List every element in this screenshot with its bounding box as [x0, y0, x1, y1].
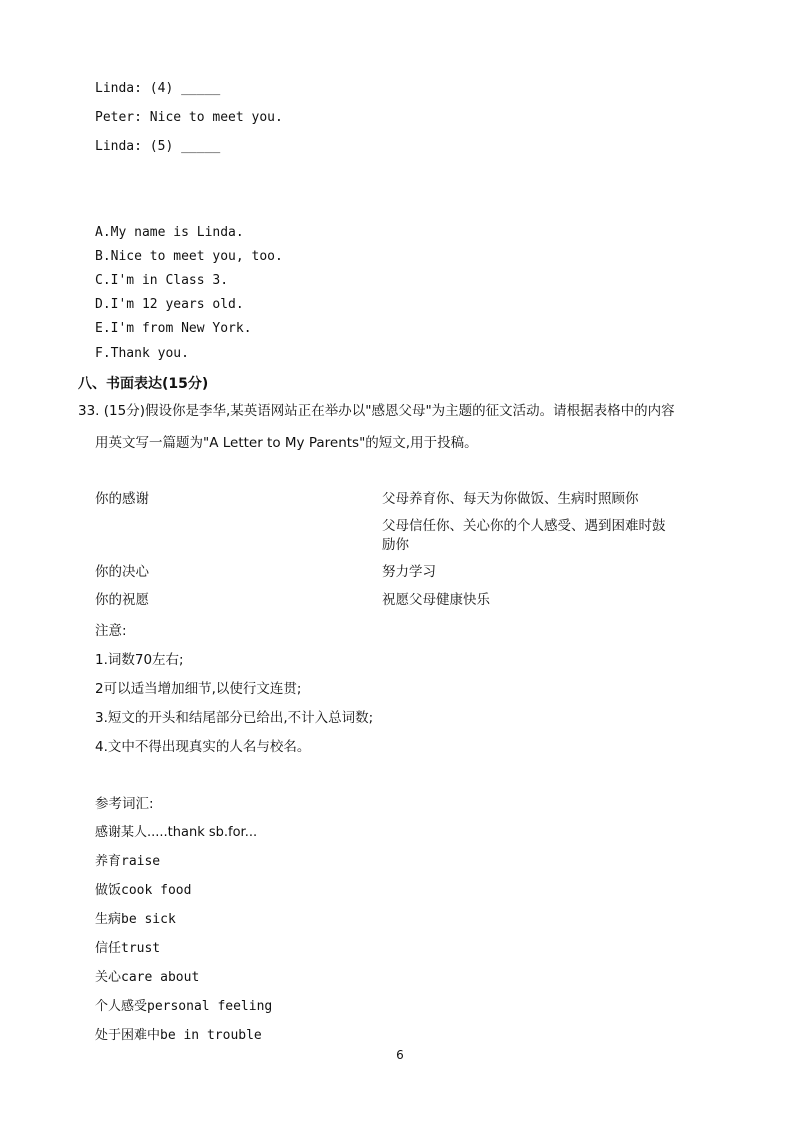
vocab-item: 信任trust [95, 941, 161, 956]
dialogue-line-peter: Peter: Nice to meet you. [95, 110, 283, 125]
option-a: A.My name is Linda. [95, 225, 244, 240]
table-content-wish: 祝愿父母健康快乐 [382, 592, 490, 608]
table-label-thanks: 你的感谢 [95, 491, 149, 507]
table-label-wish: 你的祝愿 [95, 592, 149, 608]
table-label-resolve: 你的决心 [95, 564, 149, 580]
option-c: C.I'm in Class 3. [95, 273, 229, 288]
vocab-item: 处于困难中be in trouble [95, 1028, 262, 1043]
option-f: F.Thank you. [95, 346, 189, 361]
page-number: 6 [396, 1048, 404, 1062]
vocab-item: 感谢某人.....thank sb.for... [95, 825, 258, 840]
vocab-item: 做饭cook food [95, 883, 192, 898]
note-2: 2可以适当增加细节,以使行文连贯; [95, 681, 302, 697]
note-3: 3.短文的开头和结尾部分已给出,不计入总词数; [95, 710, 374, 726]
table-content-thanks-2: 父母信任你、关心你的个人感受、遇到困难时鼓励你 [382, 518, 666, 553]
question-line-2: 用英文写一篇题为"A Letter to My Parents"的短文,用于投稿。 [95, 435, 478, 451]
table-content-resolve: 努力学习 [382, 564, 436, 580]
vocab-item: 养育raise [95, 854, 161, 869]
notes-title: 注意: [95, 623, 127, 639]
vocab-item: 生病be sick [95, 912, 176, 927]
vocab-item: 关心care about [95, 970, 200, 985]
dialogue-line-4: Linda: (4) _____ [95, 81, 221, 96]
option-e: E.I'm from New York. [95, 321, 252, 336]
table-content-thanks-1: 父母养育你、每天为你做饭、生病时照顾你 [382, 491, 639, 507]
question-line-1: 33. (15分)假设你是李华,某英语网站正在举办以"感恩父母"为主题的征文活动。请根据表格中的内容 [78, 403, 675, 419]
option-d: D.I'm 12 years old. [95, 297, 244, 312]
option-b: B.Nice to meet you, too. [95, 249, 283, 264]
vocab-title: 参考词汇: [95, 796, 154, 812]
section-heading: 八、书面表达(15分) [78, 376, 209, 392]
vocab-item: 个人感受personal feeling [95, 999, 273, 1014]
note-4: 4.文中不得出现真实的人名与校名。 [95, 739, 311, 755]
note-1: 1.词数70左右; [95, 652, 184, 668]
dialogue-line-5: Linda: (5) _____ [95, 139, 221, 154]
